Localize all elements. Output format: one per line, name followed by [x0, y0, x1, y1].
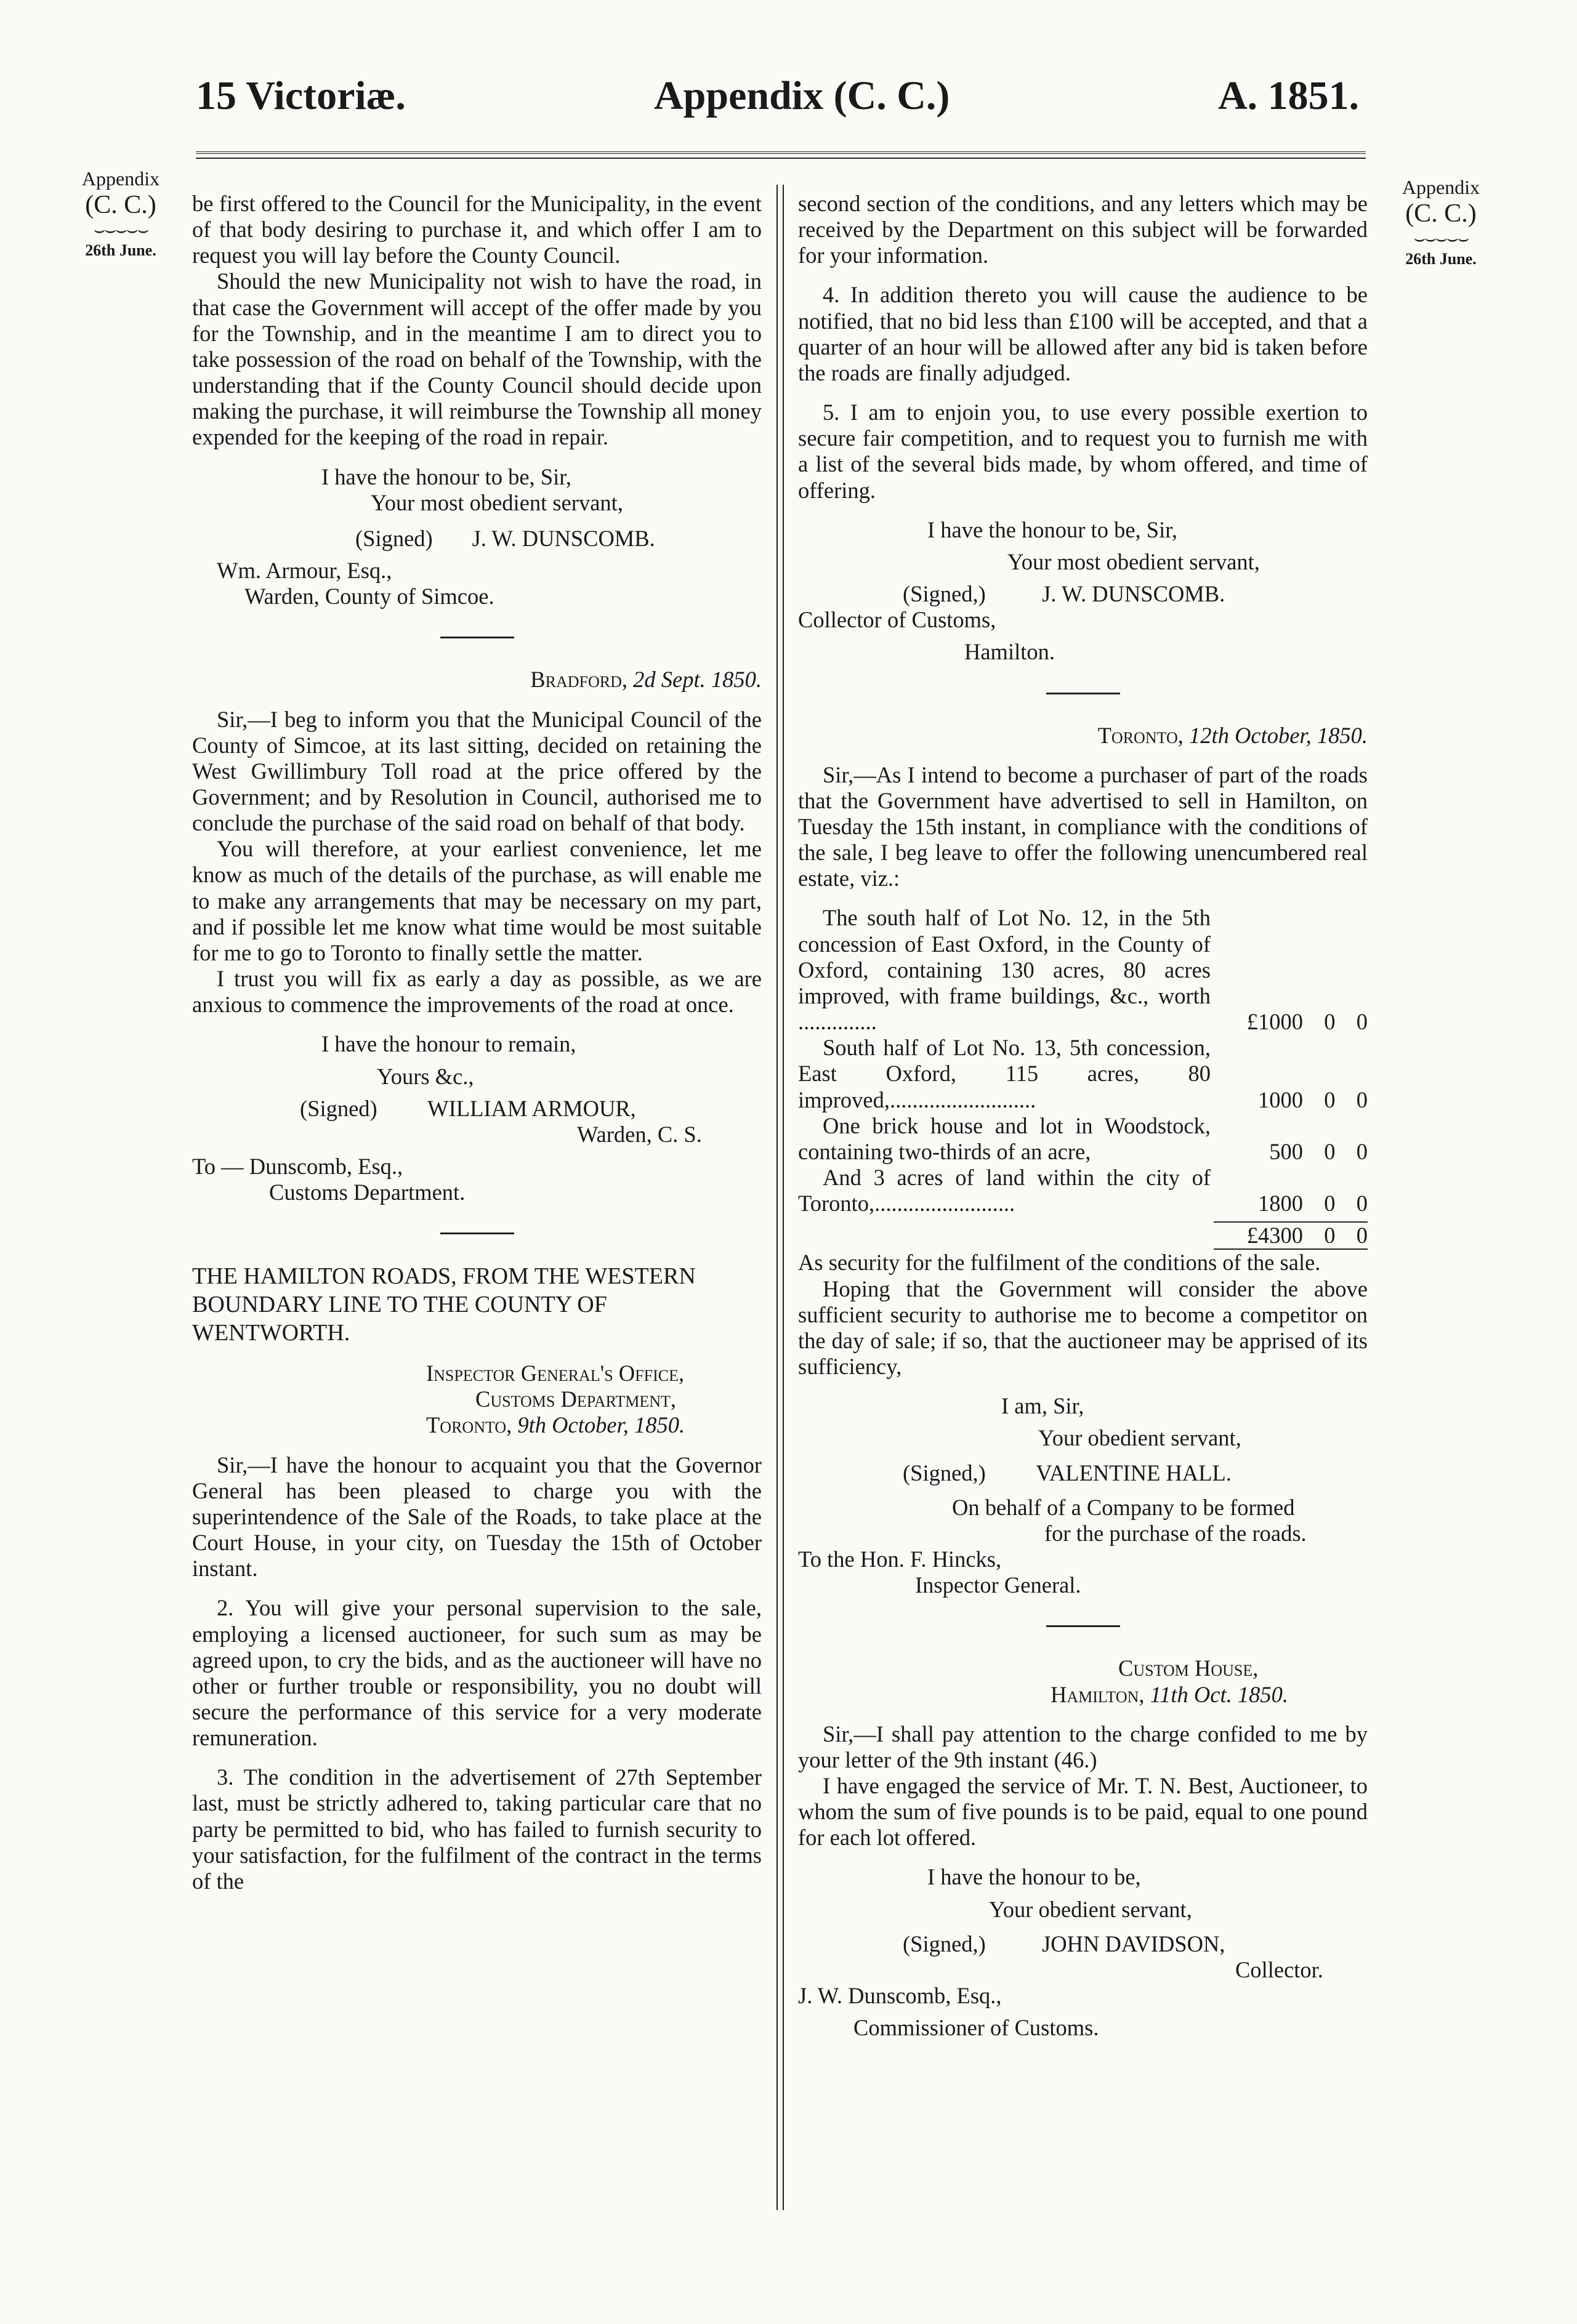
- addressee: Commissioner of Customs.: [853, 2015, 1099, 2041]
- property-row: [798, 1035, 1368, 1112]
- paragraph: I trust you will fix as early a day as possible, as we are anxious to commence the improvements of the road at once.: [192, 966, 762, 1018]
- paragraph: Sir,—I beg to inform you that the Municipal Council of the County of Simcoe, at its last sitting, decided on retaining the West Gwillimbury Toll road at the price offered by the Government; and by Resolution in Council, authorised me to conclude the purchase of the said road on behalf of that body.: [192, 706, 762, 836]
- office-line: Custom House,: [1118, 1655, 1259, 1681]
- signed-label: (Signed,): [903, 1931, 986, 1956]
- pence: 0: [1356, 1223, 1368, 1248]
- office-line: Inspector General's Office,: [426, 1361, 685, 1386]
- property-row: [798, 1113, 1368, 1165]
- closing: I am, Sir,: [1001, 1393, 1084, 1419]
- dateline: [798, 1682, 1368, 1708]
- dateline-place: Hamilton,: [1051, 1681, 1145, 1707]
- paragraph: Sir,—As I intend to become a purchaser of part of the roads that the Government have advertised to sell in Hamilton, on Tuesday the 15th instant, in compliance with the conditions of the sale, I beg leave to offer the following unencumbered real estate, viz.:: [798, 762, 1368, 891]
- property-description: The south half of Lot No. 12, in the 5th concession of East Oxford, in the County of Oxford, containing 130 acres, 80 acres improved, with frame buildings, &c., worth ..............: [798, 905, 1211, 1035]
- closing: Your obedient servant,: [989, 1896, 1192, 1922]
- closing: I have the honour to be,: [927, 1864, 1141, 1890]
- addressee: Customs Department.: [269, 1180, 466, 1205]
- dateline: [192, 667, 762, 693]
- right-column: [798, 191, 1368, 2041]
- section-separator: [440, 1232, 514, 1234]
- behalf-note: On behalf of a Company to be formed: [952, 1494, 1295, 1520]
- addressee: To — Dunscomb, Esq.,: [192, 1154, 403, 1179]
- signatory-name: J. W. DUNSCOMB.: [472, 525, 655, 551]
- dateline: [798, 723, 1368, 749]
- margin-brace: ⌣⌣⌣⌣⌣: [1413, 228, 1469, 249]
- signatory-name: WILLIAM ARMOUR,: [427, 1095, 636, 1121]
- signed-label: (Signed): [355, 525, 433, 551]
- property-amount: [1211, 1009, 1368, 1035]
- header-rule: [196, 151, 1366, 159]
- signatory-title: Collector.: [1235, 1956, 1323, 1982]
- paragraph: 2. You will give your personal supervision to the sale, employing a licensed auctioneer, for such sum as may be agreed upon, to cry the bids, and as the auctioneer will have no other or further trouble or responsibility, you no doubt will secure the performance of this service for a very moderate remuneration.: [192, 1595, 762, 1751]
- running-header: [0, 73, 1577, 134]
- shillings: 0: [1324, 1138, 1336, 1164]
- closing: Yours &c.,: [377, 1063, 474, 1089]
- pence: 0: [1356, 1191, 1368, 1216]
- pounds: 1000: [1258, 1087, 1303, 1112]
- property-row: [798, 905, 1368, 1035]
- signature-line: [192, 1096, 762, 1122]
- addressee: Hamilton.: [964, 639, 1055, 665]
- property-description: And 3 acres of land within the city of Toronto,.........................: [798, 1165, 1211, 1216]
- margin-date: 26th June.: [1405, 249, 1477, 268]
- property-amount: [1211, 1191, 1368, 1216]
- dateline-place: Toronto,: [426, 1412, 512, 1438]
- paragraph: Sir,—I have the honour to acquaint you that the Governor General has been pleased to charge you with the superintendence of the Sale of the Roads, to take place at the Court House, in your city, on Tuesday the 15th of October instant.: [192, 1452, 762, 1582]
- pounds: £1000: [1246, 1009, 1303, 1035]
- addressee: Wm. Armour, Esq.,: [217, 558, 392, 584]
- margin-cc: (C. C.): [1405, 199, 1477, 228]
- section-separator: [440, 637, 514, 638]
- margin-label: Appendix: [1402, 176, 1480, 198]
- signatory-name: JOHN DAVIDSON,: [1042, 1931, 1225, 1956]
- section-separator: [1046, 693, 1120, 694]
- signatory-title: Warden, C. S.: [577, 1121, 702, 1147]
- closing: Your most obedient servant,: [1007, 549, 1260, 574]
- property-description: One brick house and lot in Woodstock, containing two-thirds of an acre,: [798, 1112, 1211, 1164]
- dateline: [192, 1412, 762, 1438]
- addressee: Warden, County of Simcoe.: [244, 584, 494, 609]
- paragraph: Should the new Municipality not wish to have the road, in that case the Government will accept of the offer made by you for the Township, and in the meantime I am to direct you to take possession of the road on behalf of the Township, with the understanding that if the County Council should decide upon making the purchase, it will reimburse the Township all money expended for the keeping of the road in repair.: [192, 268, 762, 450]
- dateline-date: 9th October, 1850.: [517, 1412, 685, 1438]
- margin-cc: (C. C.): [85, 190, 156, 219]
- property-row: [798, 1165, 1368, 1216]
- shillings: 0: [1324, 1009, 1336, 1035]
- dateline-place: Toronto,: [1097, 722, 1184, 748]
- header-year: A. 1851.: [1218, 73, 1360, 118]
- behalf-note: for the purchase of the roads.: [1044, 1520, 1307, 1546]
- addressee: J. W. Dunscomb, Esq.,: [798, 1983, 1002, 2009]
- paragraph: second section of the conditions, and any letters which may be received by the Department on this subject will be forwarded for your information.: [798, 191, 1368, 268]
- left-column: [192, 191, 762, 1894]
- closing: I have the honour to be, Sir,: [927, 517, 1178, 542]
- paragraph: 3. The condition in the advertisement of 27th September last, must be strictly adhered to, taking particular care that no party be permitted to bid, who has failed to furnish security to your satisfaction, for the fulfilment of the contract in the terms of the: [192, 1764, 762, 1894]
- margin-note-left: [59, 167, 182, 259]
- signed-label: (Signed,): [903, 1460, 986, 1486]
- section-heading: THE HAMILTON ROADS, FROM THE WESTERN BOUNDARY LINE TO THE COUNTY OF WENTWORTH.: [192, 1263, 696, 1346]
- property-description: South half of Lot No. 13, 5th concession, East Oxford, 115 acres, 80 improved,..........................: [798, 1035, 1211, 1112]
- margin-note-right: [1379, 176, 1502, 268]
- property-amount: [1211, 1087, 1368, 1113]
- closing: I have the honour to be, Sir,: [321, 464, 572, 489]
- dateline-date: 11th Oct. 1850.: [1150, 1681, 1289, 1707]
- dateline-date: 12th October, 1850.: [1189, 722, 1368, 748]
- paragraph: Hoping that the Government will consider the above sufficient security to authorise me to become a competitor on the day of sale; if so, that the auctioneer may be apprised of its sufficiency,: [798, 1276, 1368, 1380]
- closing: Your obedient servant,: [1038, 1425, 1241, 1451]
- pounds: £4300: [1246, 1223, 1303, 1248]
- paragraph: be first offered to the Council for the Municipality, in the event of that body desiring to purchase it, and which offer I am to request you will lay before the County Council.: [192, 191, 762, 268]
- office-line: Customs Department,: [475, 1386, 677, 1412]
- pence: 0: [1356, 1009, 1368, 1035]
- header-session: 15 Victoriæ.: [196, 73, 406, 118]
- margin-label: Appendix: [81, 167, 160, 190]
- closing: I have the honour to remain,: [321, 1031, 576, 1057]
- signatory-name: VALENTINE HALL.: [1036, 1460, 1232, 1486]
- pence: 0: [1356, 1087, 1368, 1112]
- signature-line: [798, 1460, 1368, 1486]
- paragraph: As security for the fulfilment of the conditions of the sale.: [798, 1250, 1321, 1276]
- dateline-place: Bradford,: [530, 667, 628, 693]
- section-separator: [1046, 1625, 1120, 1627]
- signature-line: [192, 526, 762, 552]
- margin-date: 26th June.: [85, 241, 156, 259]
- header-appendix: Appendix (C. C.): [654, 73, 950, 118]
- signature-line: [798, 581, 1368, 607]
- closing: Your most obedient servant,: [371, 489, 623, 515]
- total-row: [798, 1223, 1368, 1248]
- shillings: 0: [1324, 1223, 1336, 1248]
- pounds: 500: [1269, 1138, 1303, 1164]
- pence: 0: [1356, 1138, 1368, 1164]
- signature-line: [798, 1931, 1368, 1957]
- addressee: Collector of Customs,: [798, 607, 996, 633]
- paragraph: Sir,—I shall pay attention to the charge confided to me by your letter of the 9th instant (46.): [798, 1721, 1368, 1772]
- shillings: 0: [1324, 1191, 1336, 1216]
- addressee: To the Hon. F. Hincks,: [798, 1546, 1002, 1572]
- dateline-date: 2d Sept. 1850.: [633, 667, 762, 693]
- signed-label: (Signed): [300, 1095, 377, 1121]
- margin-brace: ⌣⌣⌣⌣⌣: [93, 220, 148, 241]
- pounds: 1800: [1258, 1191, 1303, 1216]
- property-amount: [1211, 1139, 1368, 1165]
- signed-label: (Signed,): [903, 581, 986, 607]
- paragraph: 5. I am to enjoin you, to use every possible exertion to secure fair competition, and to request you to furnish me with a list of the several bids made, by whom offered, and time of offering.: [798, 400, 1368, 503]
- paragraph: You will therefore, at your earliest convenience, let me know as much of the details of the purchase, as will enable me to make any arrangements that may be necessary on my part, and if possible let me know what time would be most suitable for me to go to Toronto to finally settle the matter.: [192, 836, 762, 965]
- paragraph: I have engaged the service of Mr. T. N. Best, Auctioneer, to whom the sum of five pounds is to be paid, equal to one pound for each lot offered.: [798, 1772, 1368, 1851]
- shillings: 0: [1324, 1087, 1336, 1112]
- column-divider: [776, 185, 784, 2210]
- total-amount: [1211, 1223, 1368, 1248]
- signatory-name: J. W. DUNSCOMB.: [1042, 581, 1225, 607]
- paragraph: 4. In addition thereto you will cause the audience to be notified, that no bid less than £100 will be accepted, and that a quarter of an hour will be allowed after any bid is taken before the roads are finally adjudged.: [798, 282, 1368, 385]
- addressee: Inspector General.: [915, 1572, 1081, 1598]
